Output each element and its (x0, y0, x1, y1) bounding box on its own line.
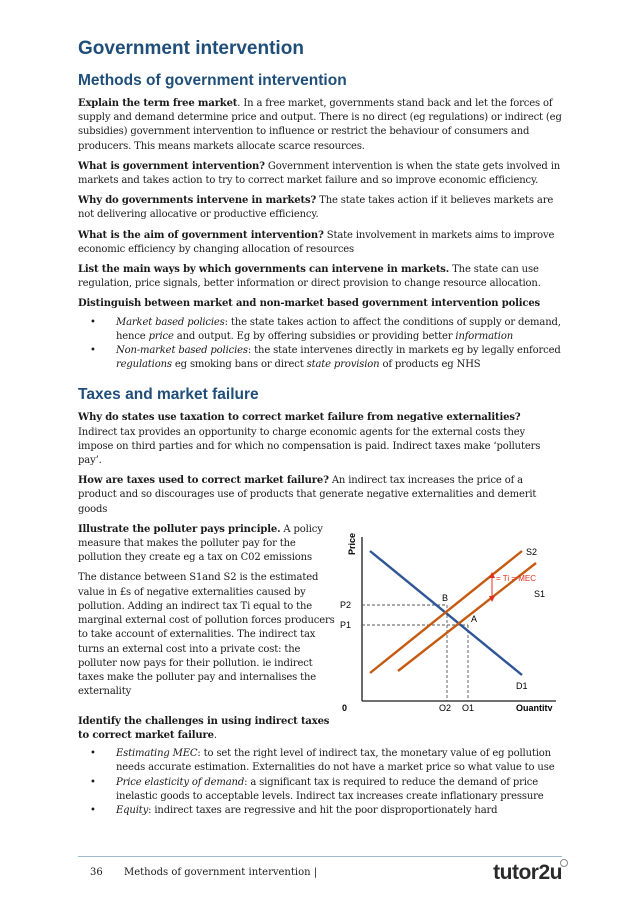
mec-label: = Ti = MEC (496, 573, 537, 583)
diagram-section (78, 523, 562, 715)
question-text: List the main ways by which governments can intervene in markets. (78, 264, 450, 276)
bullet-icon: • (90, 748, 96, 760)
tutor2u-logo: tutor2u (493, 861, 562, 884)
question-text: Why do states use taxation to correct market failure from negative externalities? (78, 412, 521, 424)
origin-label: 0 (342, 702, 348, 711)
page-footer (78, 856, 562, 890)
bullet-icon: • (90, 776, 96, 788)
tick-label-p2: P2 (340, 599, 352, 610)
list-item: • Non-market based policies: the state intervenes directly in markets eg by legally enforced regulations eg smoking bans or direct state provision of products eg NHS (90, 345, 561, 371)
list-item: • Equity: indirect taxes are regressive and hit the poor disproportionately hard (78, 804, 562, 818)
paragraph-government-intervention (78, 160, 562, 188)
section-heading-taxes: Taxes and market failure (78, 386, 259, 404)
question-text: What is the aim of government intervention? (78, 229, 324, 241)
question-text: How are taxes used to correct market failure? (78, 475, 329, 487)
series-label-s2: S2 (526, 546, 538, 557)
logo-mark-icon (560, 859, 568, 867)
answer-text: . In a free market, governments stand back and let the forces of supply and demand determine price and output. There is no direct (eg regulations) or indirect (eg subsidies) government intervention to influence or restrict the behaviour of consumers and producers. This means markets allocate scarce resources. (78, 98, 562, 152)
tick-label-q1: Q1 (462, 702, 475, 711)
question-text: Identify the challenges in using indirect taxes to correct market failure (78, 715, 330, 742)
page-number: 36 (90, 867, 103, 878)
answer-text: Government intervention is when the state gets involved in markets and takes action to try to correct market failure and so improve economic efficiency. (78, 160, 561, 187)
question-text: What is government intervention? (78, 160, 265, 172)
bullet-icon: • (90, 345, 96, 357)
answer-text: A policy measure that makes the polluter pay for the pollution they create eg a tax on C02 emissions (78, 523, 323, 564)
question-text: Distinguish between market and non-market based government intervention polices (78, 298, 541, 310)
series-label-d1: D1 (516, 680, 528, 691)
series-label-s1: S1 (534, 588, 546, 599)
question-text: Why do governments intervene in markets? (78, 195, 317, 207)
answer-text: Indirect tax provides an opportunity to charge economic agents for the external costs they impose on third parties and for which no compensation is paid. Indirect taxes make ‘polluters pay’. (78, 426, 541, 467)
challenges-list (78, 747, 562, 818)
paragraph-challenges: Identify the challenges in using indirect taxes to correct market failure. (78, 715, 330, 742)
diagram-container (340, 523, 562, 715)
externality-chart (340, 523, 562, 711)
paragraph-distance: The distance between S1and S2 is the estimated value in £s of negative externalities caused by pollution. Adding an indirect tax Ti equal to the marginal external cost of pollution forces producers to take account of externalities. The indirect tax turns an external cost into a private cost: the polluter now pays for their pollution. ie indirect taxes make the polluter pay and internalises the externality (78, 572, 335, 698)
paragraph-aim (78, 229, 562, 257)
paragraph-why-intervene (78, 194, 562, 222)
footer-title: Methods of government intervention | (124, 867, 318, 878)
point-label-b: B (442, 592, 449, 603)
question-text: Illustrate the polluter pays principle. (78, 523, 281, 535)
page-title: Government intervention (78, 38, 304, 59)
policy-list (78, 316, 562, 373)
paragraph-free-market (78, 97, 562, 154)
tick-label-p1: P1 (340, 619, 352, 630)
list-item: • Market based policies: the state takes action to affect the conditions of supply or demand, hence price and output. Eg by offering subsidies or providing better information (90, 316, 561, 342)
answer-text: The state takes action if it believes markets are not delivering allocative or productive efficiency. (78, 195, 554, 221)
answer-text: An indirect tax increases the price of a product and so discourages use of products that generate negative externalities and demerit goods (78, 475, 537, 515)
y-axis-label: Price (347, 532, 357, 555)
section-heading-methods: Methods of government intervention (78, 72, 347, 89)
bullet-icon: • (90, 316, 96, 328)
question-text: Explain the term free market (78, 98, 238, 109)
paragraph-how-taxes (78, 474, 562, 517)
paragraph-main-ways (78, 263, 562, 291)
point-label-a: A (471, 613, 478, 624)
x-axis-label: Quantity (516, 702, 553, 711)
tick-label-q2: Q2 (439, 702, 452, 711)
list-item: • Estimating MEC: to set the right level of indirect tax, the monetary value of eg pollution needs accurate estimation. Externalities do not have a market price so what value to use (90, 748, 555, 774)
answer-text: State involvement in markets aims to improve economic efficiency by changing allocation of resources (78, 229, 555, 255)
answer-text: The state can use regulation, price signals, better information or direct provision to change resource allocation. (78, 264, 541, 290)
diagram-text (78, 523, 340, 715)
bullet-icon: • (90, 805, 96, 817)
list-item: • Price elasticity of demand: a significant tax is required to reduce the demand of price inelastic goods to acceptable levels. Indirect tax increases create inflationary pressure (90, 776, 544, 802)
paragraph-polluter-pays (78, 523, 340, 566)
paragraph-why-taxation (78, 411, 562, 468)
paragraph-distinguish (78, 297, 562, 311)
document-page (78, 38, 562, 824)
